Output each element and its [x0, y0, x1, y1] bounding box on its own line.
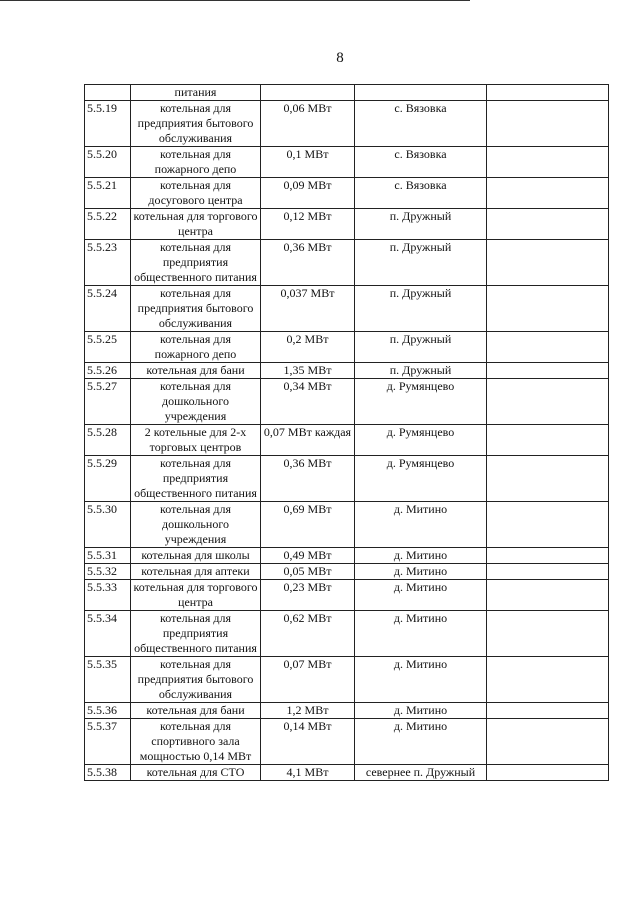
cell-power: 0,07 МВт [261, 657, 355, 703]
cell-number: 5.5.20 [85, 147, 131, 178]
cell-location: с. Вязовка [355, 178, 487, 209]
cell-power: 0,36 МВт [261, 456, 355, 502]
cell-note [487, 502, 609, 548]
cell-power: 0,06 МВт [261, 101, 355, 147]
cell-note [487, 178, 609, 209]
cell-power: 1,35 МВт [261, 363, 355, 379]
cell-location: п. Дружный [355, 363, 487, 379]
cell-number: 5.5.37 [85, 719, 131, 765]
cell-location: д. Митино [355, 502, 487, 548]
boiler-houses-table [84, 84, 609, 781]
top-rule [0, 0, 470, 1]
cell-location: д. Митино [355, 703, 487, 719]
cell-number: 5.5.30 [85, 502, 131, 548]
cell-location [355, 85, 487, 101]
cell-name: котельная для аптеки [131, 564, 261, 580]
cell-location: д. Румянцево [355, 379, 487, 425]
cell-location: с. Вязовка [355, 101, 487, 147]
page-number: 8 [336, 50, 344, 66]
cell-number: 5.5.22 [85, 209, 131, 240]
table-row [85, 147, 609, 178]
table-row [85, 580, 609, 611]
cell-power: 1,2 МВт [261, 703, 355, 719]
cell-power: 0,12 МВт [261, 209, 355, 240]
cell-name: питания [131, 85, 261, 101]
cell-name: котельная для предприятия общественного питания [131, 456, 261, 502]
cell-name: котельная для школы [131, 548, 261, 564]
cell-note [487, 425, 609, 456]
cell-number: 5.5.31 [85, 548, 131, 564]
cell-number: 5.5.35 [85, 657, 131, 703]
cell-number: 5.5.24 [85, 286, 131, 332]
cell-name: котельная для торгового центра [131, 580, 261, 611]
table-row [85, 657, 609, 703]
table-row [85, 564, 609, 580]
cell-note [487, 240, 609, 286]
cell-location: п. Дружный [355, 332, 487, 363]
table-row [85, 548, 609, 564]
cell-location: д. Митино [355, 580, 487, 611]
cell-number [85, 85, 131, 101]
cell-location: п. Дружный [355, 209, 487, 240]
cell-name: котельная для спортивного зала мощностью 0,14 МВт [131, 719, 261, 765]
cell-number: 5.5.36 [85, 703, 131, 719]
cell-note [487, 85, 609, 101]
cell-note [487, 548, 609, 564]
cell-location: п. Дружный [355, 286, 487, 332]
cell-note [487, 363, 609, 379]
cell-note [487, 101, 609, 147]
table-row [85, 240, 609, 286]
cell-note [487, 703, 609, 719]
cell-power: 0,69 МВт [261, 502, 355, 548]
cell-name: котельная для торгового центра [131, 209, 261, 240]
cell-location: д. Митино [355, 564, 487, 580]
cell-number: 5.5.34 [85, 611, 131, 657]
cell-power: 0,1 МВт [261, 147, 355, 178]
table-row [85, 209, 609, 240]
table-row [85, 178, 609, 209]
cell-location: д. Митино [355, 548, 487, 564]
cell-name: котельная для дошкольного учреждения [131, 502, 261, 548]
table-row [85, 425, 609, 456]
cell-note [487, 657, 609, 703]
cell-note [487, 611, 609, 657]
cell-note [487, 286, 609, 332]
cell-note [487, 580, 609, 611]
cell-number: 5.5.32 [85, 564, 131, 580]
table-row [85, 101, 609, 147]
cell-number: 5.5.21 [85, 178, 131, 209]
cell-power: 0,36 МВт [261, 240, 355, 286]
cell-note [487, 147, 609, 178]
cell-location: д. Румянцево [355, 456, 487, 502]
cell-number: 5.5.33 [85, 580, 131, 611]
table-row [85, 286, 609, 332]
cell-note [487, 379, 609, 425]
cell-power: 0,23 МВт [261, 580, 355, 611]
cell-name: котельная для пожарного депо [131, 147, 261, 178]
cell-power: 4,1 МВт [261, 765, 355, 781]
cell-name: котельная для дошкольного учреждения [131, 379, 261, 425]
cell-name: котельная для предприятия бытового обслуживания [131, 286, 261, 332]
cell-location: д. Митино [355, 719, 487, 765]
cell-name: котельная для бани [131, 703, 261, 719]
cell-power: 0,037 МВт [261, 286, 355, 332]
cell-number: 5.5.19 [85, 101, 131, 147]
cell-power: 0,05 МВт [261, 564, 355, 580]
table-row [85, 703, 609, 719]
cell-location: д. Румянцево [355, 425, 487, 456]
cell-location: д. Митино [355, 611, 487, 657]
cell-number: 5.5.38 [85, 765, 131, 781]
table-row [85, 765, 609, 781]
cell-note [487, 209, 609, 240]
cell-location: севернее п. Дружный [355, 765, 487, 781]
cell-name: котельная для досугового центра [131, 178, 261, 209]
cell-location: д. Митино [355, 657, 487, 703]
table-row [85, 332, 609, 363]
cell-location: п. Дружный [355, 240, 487, 286]
cell-number: 5.5.23 [85, 240, 131, 286]
cell-name: котельная для пожарного депо [131, 332, 261, 363]
cell-power: 0,09 МВт [261, 178, 355, 209]
table-body [85, 85, 609, 781]
cell-note [487, 456, 609, 502]
cell-number: 5.5.28 [85, 425, 131, 456]
table-row [85, 611, 609, 657]
cell-power: 0,34 МВт [261, 379, 355, 425]
cell-name: котельная для предприятия бытового обслуживания [131, 657, 261, 703]
cell-name: котельная для предприятия общественного питания [131, 240, 261, 286]
table-row [85, 363, 609, 379]
cell-name: котельная для бани [131, 363, 261, 379]
cell-power: 0,07 МВт каждая [261, 425, 355, 456]
cell-power: 0,62 МВт [261, 611, 355, 657]
cell-number: 5.5.26 [85, 363, 131, 379]
cell-power: 0,2 МВт [261, 332, 355, 363]
cell-number: 5.5.25 [85, 332, 131, 363]
cell-name: 2 котельные для 2-х торговых центров [131, 425, 261, 456]
cell-name: котельная для предприятия общественного питания [131, 611, 261, 657]
cell-note [487, 719, 609, 765]
cell-number: 5.5.27 [85, 379, 131, 425]
cell-note [487, 765, 609, 781]
cell-power: 0,49 МВт [261, 548, 355, 564]
cell-number: 5.5.29 [85, 456, 131, 502]
table-row [85, 502, 609, 548]
table-row [85, 379, 609, 425]
cell-power [261, 85, 355, 101]
cell-name: котельная для предприятия бытового обслуживания [131, 101, 261, 147]
cell-note [487, 332, 609, 363]
table-row [85, 719, 609, 765]
cell-note [487, 564, 609, 580]
table-row-continuation [85, 85, 609, 101]
table-row [85, 456, 609, 502]
cell-power: 0,14 МВт [261, 719, 355, 765]
cell-name: котельная для СТО [131, 765, 261, 781]
cell-location: с. Вязовка [355, 147, 487, 178]
